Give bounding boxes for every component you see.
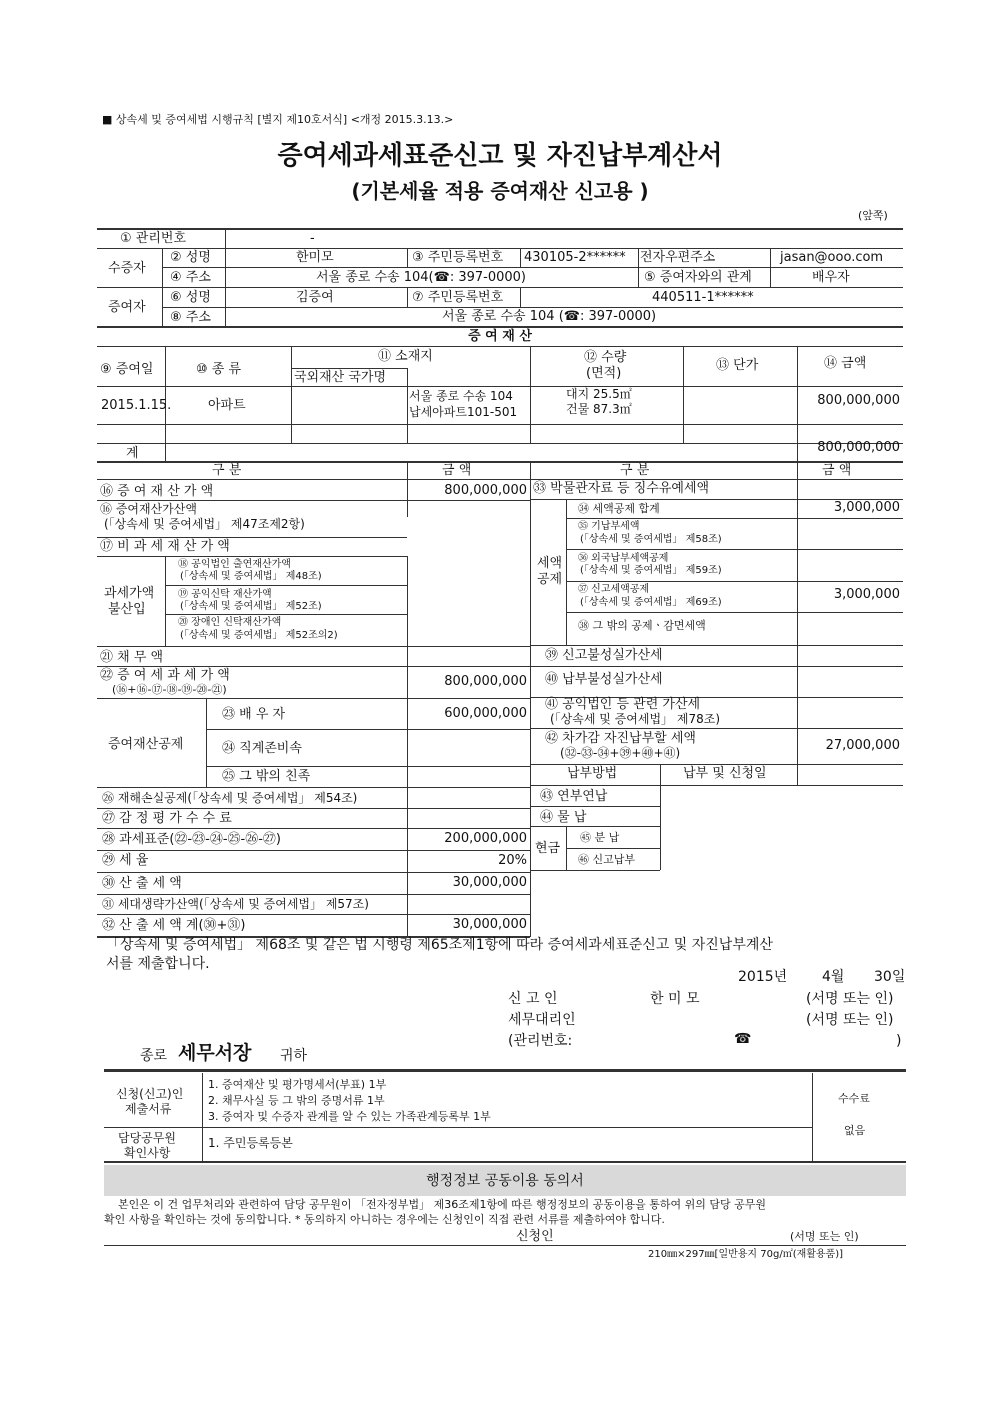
prop-col-line: [530, 346, 531, 443]
calc-line: [566, 612, 903, 613]
donee-rrn-value[interactable]: 430105-2******: [524, 250, 626, 265]
paper-spec: 210㎜×297㎜[일반용지 70g/㎡(재활용품)]: [648, 1249, 844, 1260]
declaration-line-1: 「상속세 및 증여세법」 제68조 및 같은 법 시행령 제65조제1항에 따라 증여세과세표준신고 및 자진납부계산: [106, 937, 773, 953]
donor-rrn-label: ⑦ 주민등록번호: [412, 290, 504, 305]
row-33-label: ㉝ 박물관자료 등 징수유예세액: [533, 481, 710, 496]
calc-line: [97, 666, 530, 667]
row-36-label: ㊱ 외국납부세액공제: [578, 553, 669, 564]
row-41-sub: (「상속세 및 증여세법」 제78조): [550, 712, 720, 726]
row-29-label: ㉙ 세 율: [102, 853, 149, 868]
calc-line: [97, 537, 407, 538]
info-col-line: [407, 287, 408, 307]
donee-name-value[interactable]: 한미모: [296, 250, 334, 265]
calc-line: [97, 479, 903, 480]
col-country-label: 국외재산 국가명: [294, 370, 387, 385]
agent-label: 세무대리인: [508, 1012, 576, 1028]
row-39-label: ㊴ 신고불성실가산세: [545, 648, 663, 663]
exempt-group-label-2: 불산입: [108, 602, 146, 617]
property-location-1[interactable]: 서울 종로 수송 104: [409, 389, 513, 403]
row-18-label: ⑱ 공익법인 출연재산가액: [178, 559, 291, 570]
calc-col-line: [407, 646, 408, 698]
row-26-label: ㉖ 재해손실공제(「상속세 및 증여세법」 제54조): [102, 791, 358, 805]
calc-line: [97, 894, 530, 895]
calc-col-line: [206, 698, 207, 787]
info-col-line: [225, 228, 226, 326]
row-22-value[interactable]: 800,000,000: [444, 674, 527, 689]
row-22-label: ㉒ 증 여 세 과 세 가 액: [100, 668, 230, 683]
info-row-line: [162, 267, 903, 268]
row-16-value[interactable]: 800,000,000: [444, 483, 527, 498]
row-20-label: ⑳ 장애인 신탁재산가액: [178, 617, 282, 628]
official-check-label-1: 담당공무원: [118, 1131, 176, 1145]
calc-line: [97, 828, 530, 829]
donee-address-label: ④ 주소: [170, 270, 211, 285]
exempt-group-label-1: 과세가액: [104, 586, 155, 601]
col-unit-label: ⑬ 단가: [716, 358, 759, 373]
calc-line: [206, 729, 530, 730]
property-date[interactable]: 2015.1.15.: [101, 398, 172, 413]
donor-label: 증여자: [108, 300, 146, 315]
col-date-label: ⑨ 증여일: [100, 362, 154, 377]
mgmt-number-value[interactable]: -: [310, 231, 315, 246]
row-17-label: ⑰ 비 과 세 재 산 가 액: [100, 539, 230, 554]
prop-row-line: [97, 424, 903, 425]
payment-method-header: 납부방법: [567, 766, 618, 781]
calc-line: [97, 698, 530, 699]
reporter-label: 신 고 인: [508, 991, 558, 1007]
calc-col-line: [165, 556, 166, 646]
right-section-header: 구 분: [620, 463, 650, 478]
official-check-1: 1. 주민등록등본: [208, 1136, 293, 1150]
calc-line: [530, 806, 660, 807]
row-24-label: ㉔ 직계존비속: [222, 741, 302, 756]
row-27-label: ㉗ 감 정 평 가 수 수 료: [102, 811, 232, 826]
calc-line: [97, 556, 407, 557]
calc-line: [566, 518, 903, 519]
tax-deduct-group-1: 세액: [537, 556, 563, 571]
consent-text-1: 본인은 이 건 업무처리와 관련하여 담당 공무원이 「전자정부법」 제36조제1항에 따른 행정정보의 공동이용을 통하여 위의 담당 공무원: [118, 1198, 766, 1211]
agent-mgmt-close: ): [896, 1033, 902, 1049]
attach-col-line: [202, 1073, 203, 1161]
official-check-label-2: 확인사항: [124, 1146, 171, 1160]
declaration-year[interactable]: 2015년: [738, 969, 788, 985]
row-18-sub: (「상속세 및 증여세법」 제48조): [180, 571, 322, 582]
calc-line: [97, 850, 530, 851]
property-location-2[interactable]: 납세아파트101-501: [409, 405, 518, 419]
row-44-label: ㊹ 물 납: [540, 810, 587, 825]
submit-docs-label-2: 제출서류: [125, 1102, 172, 1116]
col-kind-label: ⑩ 종 류: [196, 362, 242, 377]
donee-label: 수증자: [108, 261, 146, 276]
left-amount-header: 금 액: [442, 463, 472, 478]
row-35-label: ㉟ 기납부세액: [578, 521, 640, 532]
col-qty-sub-label: (면적): [586, 366, 622, 381]
relation-value[interactable]: 배우자: [812, 270, 850, 285]
col-qty-label: ⑫ 수량: [584, 350, 627, 365]
property-section-title: 증 여 재 산: [468, 329, 532, 344]
row-37-label: ㊲ 신고세액공제: [578, 584, 650, 595]
office-name: 세무서장: [178, 1042, 252, 1064]
col-amount-label: ⑭ 금액: [824, 356, 867, 371]
row-31-label: ㉛ 세대생략가산액(「상속세 및 증여세법」 제57조): [102, 897, 369, 911]
cash-group-label: 현금: [535, 841, 561, 856]
calc-line: [165, 614, 407, 615]
right-amount-header: 금 액: [822, 463, 852, 478]
submit-docs-label-1: 신청(신고)인: [116, 1087, 184, 1101]
deduction-group-label: 증여재산공제: [108, 737, 184, 752]
tax-deduct-group-2: 공제: [537, 572, 563, 587]
property-total-amount[interactable]: 800,000,000: [817, 440, 900, 455]
document-title: 증여세과세표준신고 및 자진납부계산서: [277, 141, 723, 171]
prop-col-line: [407, 368, 408, 443]
donee-address-value[interactable]: 서울 종로 수송 104(☎: 397-0000): [316, 270, 526, 285]
info-row-line: [97, 287, 903, 288]
calc-col-line: [797, 461, 798, 645]
submit-doc-1: 1. 증여재산 및 평가명세서(부표) 1부: [208, 1078, 387, 1091]
row-28-label: ㉘ 과세표준(㉒-㉓-㉔-㉕-㉖-㉗): [102, 832, 281, 847]
prop-col-line: [683, 346, 684, 443]
row-41-label: ㊶ 공익법인 등 관련 가산세: [545, 697, 701, 712]
row-25-label: ㉕ 그 밖의 친족: [222, 769, 311, 784]
info-col-line: [770, 248, 771, 287]
row-42-value[interactable]: 27,000,000: [825, 738, 900, 753]
calc-col-line: [566, 499, 567, 645]
row-16b-sub: (「상속세 및 증여세법」 제47조제2항): [104, 517, 305, 531]
page-side-label: (앞쪽): [858, 209, 888, 222]
info-col-line: [638, 248, 639, 287]
row-16b-label: ⑯ 증여재산가산액: [100, 502, 197, 516]
row-23-value[interactable]: 600,000,000: [444, 706, 527, 721]
row-38-label: ㊳ 그 밖의 공제ㆍ감면세액: [578, 619, 706, 632]
mgmt-number-label: ① 관리번호: [120, 231, 187, 246]
consent-applicant-sign[interactable]: (서명 또는 인): [790, 1230, 859, 1243]
row-37-sub: (「상속세 및 증여세법」 제69조): [580, 597, 722, 608]
row-30-value[interactable]: 30,000,000: [452, 875, 527, 890]
relation-label: ⑤ 증여자와의 관계: [644, 270, 752, 285]
donor-name-label: ⑥ 성명: [170, 290, 211, 305]
phone-icon: ☎: [734, 1031, 752, 1047]
office-suffix: 귀하: [280, 1048, 308, 1064]
calc-line: [566, 581, 903, 582]
submit-doc-2: 2. 채무사실 등 그 밖의 증명서류 1부: [208, 1094, 385, 1107]
calc-line: [530, 645, 903, 646]
reporter-sign[interactable]: (서명 또는 인): [806, 991, 894, 1007]
info-row-line: [97, 248, 903, 249]
consent-text-2: 확인 사항을 확인하는 것에 동의합니다. * 동의하지 아니하는 경우에는 신청인이 직접 관련 서류를 제출하여야 합니다.: [104, 1213, 665, 1226]
calc-line: [530, 826, 660, 827]
prop-col-line: [291, 346, 292, 443]
donor-address-label: ⑧ 주소: [170, 310, 211, 325]
calc-line: [566, 848, 660, 849]
email-value[interactable]: jasan@ooo.com: [780, 250, 884, 265]
prop-row-line: [97, 386, 903, 387]
attach-bottom-line: [104, 1161, 906, 1163]
info-col-line: [520, 248, 521, 267]
row-30-label: ㉚ 산 출 세 액: [102, 876, 182, 891]
calc-line: [97, 872, 530, 873]
row-36-sub: (「상속세 및 증여세법」 제59조): [580, 565, 722, 576]
info-col-line: [407, 248, 408, 267]
agent-mgmt-number: (관리번호:: [508, 1033, 573, 1049]
fee-label: 수수료: [838, 1092, 870, 1105]
agent-sign[interactable]: (서명 또는 인): [806, 1012, 894, 1028]
info-row-line: [97, 326, 903, 328]
row-28-value[interactable]: 200,000,000: [444, 831, 527, 846]
office-prefix: 종로: [140, 1048, 168, 1064]
row-29-value[interactable]: 20%: [498, 853, 527, 868]
row-35-sub: (「상속세 및 증여세법」 제58조): [580, 534, 722, 545]
fee-value: 없음: [844, 1124, 866, 1137]
calc-line: [97, 787, 530, 788]
property-qty-2[interactable]: 건물 87.3㎡: [566, 402, 632, 416]
consent-bottom-line: [104, 1245, 906, 1246]
row-45-label: ㊺ 분 납: [580, 831, 620, 844]
property-total-label: 계: [126, 446, 139, 461]
property-qty-1[interactable]: 대지 25.5㎡: [566, 387, 632, 401]
row-32-value[interactable]: 30,000,000: [452, 917, 527, 932]
donor-address-value[interactable]: 서울 종로 수송 104 (☎: 397-0000): [442, 309, 657, 324]
submit-doc-3: 3. 증여자 및 수증자 관계를 알 수 있는 가족관계등록부 1부: [208, 1110, 491, 1123]
row-19-sub: (「상속세 및 증여세법」 제52조): [180, 601, 322, 612]
row-46-label: ㊻ 신고납부: [578, 853, 636, 866]
info-col-line: [520, 287, 521, 307]
col-location-label: ⑪ 소재지: [378, 349, 433, 364]
declaration-day[interactable]: 30일: [874, 969, 906, 985]
row-34-value[interactable]: 3,000,000: [833, 500, 900, 515]
calc-col-line: [660, 764, 661, 870]
calc-line: [566, 549, 903, 550]
row-40-label: ㊵ 납부불성실가산세: [545, 672, 663, 687]
prop-row-line: [291, 368, 407, 369]
prop-row-line: [97, 443, 903, 444]
row-21-label: ㉑ 채 무 액: [100, 650, 164, 665]
prop-row-line: [97, 346, 903, 347]
payment-date-header: 납부 및 신청일: [683, 766, 767, 781]
calc-line: [530, 666, 903, 667]
property-kind[interactable]: 아파트: [208, 398, 246, 413]
declaration-line-2: 서를 제출합니다.: [106, 956, 210, 972]
calc-line: [530, 870, 660, 871]
calc-line: [97, 500, 530, 501]
calc-line: [530, 785, 903, 786]
property-amount[interactable]: 800,000,000: [817, 393, 900, 408]
row-20-sub: (「상속세 및 증여세법」 제52조의2): [180, 630, 338, 641]
donee-name-label: ② 성명: [170, 250, 211, 265]
consent-applicant-label: 신청인: [516, 1229, 554, 1244]
row-37-value[interactable]: 3,000,000: [833, 587, 900, 602]
calc-line: [97, 808, 530, 809]
row-43-label: ㊸ 연부연납: [540, 789, 608, 804]
calc-line: [530, 764, 903, 765]
calc-line: [206, 766, 530, 767]
reporter-name[interactable]: 한 미 모: [650, 991, 700, 1007]
row-42-label: ㊷ 차가감 자진납부할 세액: [545, 731, 696, 746]
form-reference: ■ 상속세 및 증여세법 시행규칙 [별지 제10호서식] <개정 2015.3.13.>: [102, 113, 454, 126]
calc-line: [530, 728, 903, 729]
left-section-header: 구 분: [212, 463, 242, 478]
row-16-label: ⑯ 증 여 재 산 가 액: [100, 484, 214, 499]
calc-line: [165, 585, 407, 586]
table-top-border: [97, 228, 903, 230]
document-subtitle: (기본세율 적용 증여재산 신고용 ): [351, 179, 649, 203]
declaration-month[interactable]: 4월: [822, 969, 845, 985]
row-22-sub: (⑯+⑯-⑰-⑱-⑲-⑳-㉑): [112, 683, 227, 696]
row-34-label: ㉞ 세액공제 합계: [578, 502, 660, 515]
calc-col-line: [530, 461, 531, 937]
donee-rrn-label: ③ 주민등록번호: [412, 250, 504, 265]
row-42-sub: (㉜-㉝-㉞+㊴+㊵+㊶): [560, 746, 681, 760]
attach-line: [104, 1127, 812, 1128]
info-col-line: [162, 248, 163, 326]
donor-rrn-value[interactable]: 440511-1******: [652, 290, 754, 305]
row-23-label: ㉓ 배 우 자: [222, 707, 286, 722]
row-19-label: ⑲ 공익신탁 재산가액: [178, 589, 272, 600]
email-label: 전자우편주소: [640, 250, 716, 265]
calc-line: [97, 646, 530, 647]
attach-col-line: [812, 1073, 813, 1161]
donor-name-value[interactable]: 김증여: [296, 290, 334, 305]
attach-top-line: [104, 1069, 906, 1072]
calc-col-line: [407, 556, 408, 646]
row-32-label: ㉜ 산 출 세 액 계(㉚+㉛): [102, 918, 246, 933]
info-row-line: [162, 307, 903, 308]
calc-line: [97, 914, 530, 915]
consent-title: 행정정보 공동이용 동의서: [426, 1173, 584, 1189]
